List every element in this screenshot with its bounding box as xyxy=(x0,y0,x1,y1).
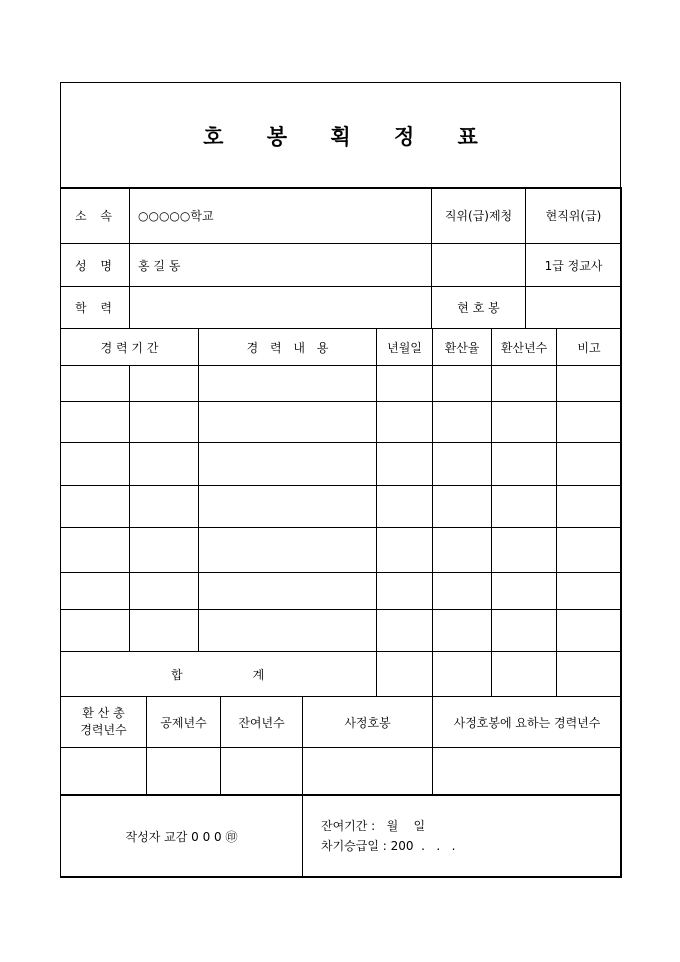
header-rate: 환산율 xyxy=(433,329,492,366)
title-section xyxy=(61,83,620,189)
remaining-period: 잔여기간 : 월 일 xyxy=(321,819,426,833)
header-total-years: 환 산 총 경력년수 xyxy=(61,697,147,748)
salary-step-form xyxy=(60,82,621,877)
education-label: 학 력 xyxy=(61,287,130,329)
rank-value: 1급 정교사 xyxy=(526,244,622,287)
header-career-period: 경 력 기 간 xyxy=(61,329,199,366)
name-label: 성 명 xyxy=(61,244,130,287)
header-date: 년월일 xyxy=(377,329,433,366)
table-row xyxy=(61,443,622,486)
table-row xyxy=(61,528,622,573)
current-step-label: 현 호 봉 xyxy=(432,287,526,329)
info-table xyxy=(60,187,622,329)
table-row xyxy=(61,402,622,443)
header-assessed-step: 사정호봉 xyxy=(303,697,433,748)
conversion-table xyxy=(60,696,622,796)
table-row xyxy=(61,486,622,528)
form-title: 호 봉 획 정 표 xyxy=(203,124,496,149)
affiliation-value: ○○○○○학교 xyxy=(130,188,432,244)
header-career-content: 경 력 내 용 xyxy=(199,329,377,366)
header-deducted-years: 공제년수 xyxy=(147,697,221,748)
header-converted-years: 환산년수 xyxy=(492,329,557,366)
current-step-value xyxy=(526,287,622,329)
author-signature: 작성자 교감 0 0 0 ㊞ xyxy=(61,795,303,878)
footer-dates xyxy=(303,795,622,878)
education-value xyxy=(130,287,432,329)
header-remaining-years: 잔여년수 xyxy=(221,697,303,748)
name-value: 홍 길 동 xyxy=(130,244,432,287)
career-table xyxy=(60,328,622,697)
position-value xyxy=(432,244,526,287)
table-row xyxy=(61,573,622,610)
footer-table xyxy=(60,794,622,878)
table-row xyxy=(61,748,622,796)
current-position-label: 현직위(급) xyxy=(526,188,622,244)
total-label: 합 계 xyxy=(61,652,377,697)
header-required-years: 사정호봉에 요하는 경력년수 xyxy=(433,697,622,748)
table-row xyxy=(61,610,622,652)
next-promotion-date: 차기승급일 : 200 . . . xyxy=(321,839,456,853)
table-row xyxy=(61,366,622,402)
affiliation-label: 소 속 xyxy=(61,188,130,244)
header-note: 비고 xyxy=(557,329,622,366)
position-label: 직위(급)제청 xyxy=(432,188,526,244)
